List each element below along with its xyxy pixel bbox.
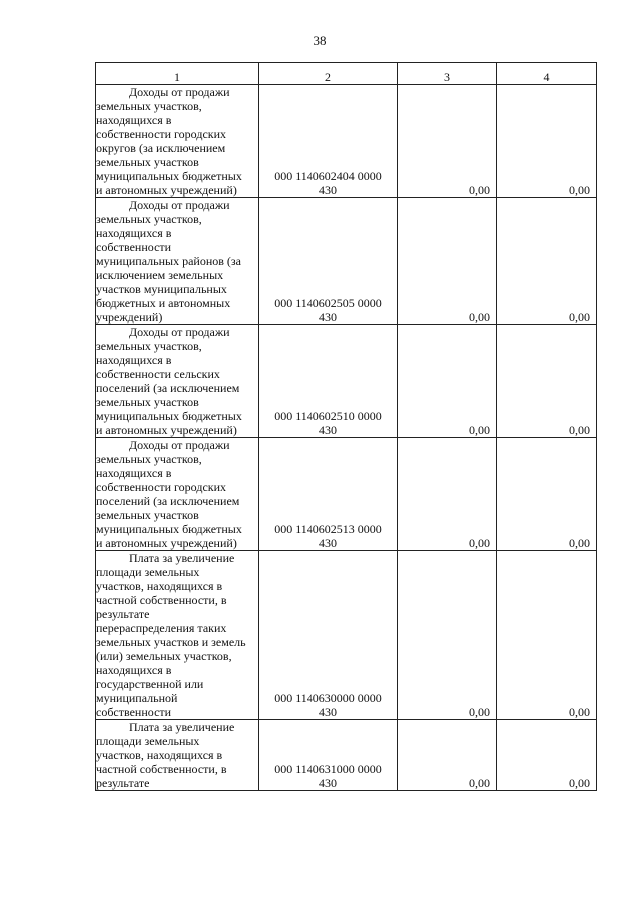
table-row	[96, 85, 597, 198]
description-line: земельных участков	[96, 155, 199, 169]
description-line: площади земельных	[96, 734, 200, 748]
column-header-2: 2	[259, 63, 398, 85]
description-line: участков, находящихся в	[96, 579, 223, 593]
description-line: муниципальных бюджетных	[96, 409, 242, 423]
code-line: 430	[319, 536, 337, 550]
description-line: земельных участков,	[96, 339, 202, 353]
description-line: земельных участков и земель	[96, 635, 246, 649]
description-line: Доходы от продажи	[129, 85, 230, 99]
code-line: 000 1140630000 0000	[274, 691, 382, 705]
budget-code	[259, 85, 398, 198]
description-line: находящихся в	[96, 663, 172, 677]
table-row	[96, 720, 597, 791]
table-row	[96, 551, 597, 720]
budget-code	[259, 438, 398, 551]
description-line: муниципальных бюджетных	[96, 169, 242, 183]
description-line: находящихся в	[96, 353, 172, 367]
code-line: 430	[319, 423, 337, 437]
value-column-4: 0,00	[497, 438, 597, 551]
column-header-3: 3	[398, 63, 497, 85]
description-line: государственной или	[96, 677, 204, 691]
value-column-3: 0,00	[398, 325, 497, 438]
description-line: земельных участков	[96, 395, 199, 409]
table-row	[96, 438, 597, 551]
code-line: 430	[319, 183, 337, 197]
description-line: Плата за увеличение	[129, 551, 235, 565]
code-line: 000 1140602510 0000	[274, 409, 382, 423]
description-line: Доходы от продажи	[129, 325, 230, 339]
value-column-4: 0,00	[497, 85, 597, 198]
description-line: результате	[96, 776, 150, 790]
table-row	[96, 198, 597, 325]
description-line: поселений (за исключением	[96, 381, 240, 395]
column-header-4: 4	[497, 63, 597, 85]
value-column-3: 0,00	[398, 198, 497, 325]
description-line: бюджетных и автономных	[96, 296, 231, 310]
code-line: 430	[319, 310, 337, 324]
description-line: земельных участков,	[96, 99, 202, 113]
description-line: Доходы от продажи	[129, 438, 230, 452]
row-description	[96, 85, 259, 198]
description-line: округов (за исключением	[96, 141, 226, 155]
description-line: муниципальной	[96, 691, 178, 705]
row-description	[96, 720, 259, 791]
description-line: находящихся в	[96, 466, 172, 480]
value-column-4: 0,00	[497, 720, 597, 791]
description-line: частной собственности, в	[96, 762, 227, 776]
description-line: площади земельных	[96, 565, 200, 579]
description-line: находящихся в	[96, 113, 172, 127]
row-description	[96, 438, 259, 551]
header-row	[96, 63, 597, 85]
description-line: земельных участков,	[96, 452, 202, 466]
row-description	[96, 551, 259, 720]
description-line: собственности	[96, 240, 172, 254]
description-line: собственности городских	[96, 480, 227, 494]
budget-code	[259, 198, 398, 325]
description-line: и автономных учреждений)	[96, 536, 237, 550]
page-number: 38	[313, 33, 327, 48]
description-line: частной собственности, в	[96, 593, 227, 607]
value-column-4: 0,00	[497, 551, 597, 720]
column-header-1: 1	[96, 63, 259, 85]
code-line: 000 1140602404 0000	[274, 169, 382, 183]
description-line: собственности	[96, 705, 172, 719]
budget-code	[259, 325, 398, 438]
row-description	[96, 325, 259, 438]
budget-code	[259, 720, 398, 791]
description-line: Доходы от продажи	[129, 198, 230, 212]
description-line: результате	[96, 607, 150, 621]
value-column-4: 0,00	[497, 325, 597, 438]
code-line: 000 1140631000 0000	[274, 762, 382, 776]
row-description	[96, 198, 259, 325]
description-line: муниципальных районов (за	[96, 254, 241, 268]
value-column-3: 0,00	[398, 438, 497, 551]
description-line: перераспределения таких	[96, 621, 227, 635]
description-line: учреждений)	[96, 310, 163, 324]
description-line: и автономных учреждений)	[96, 183, 237, 197]
value-column-4: 0,00	[497, 198, 597, 325]
description-line: участков муниципальных	[96, 282, 227, 296]
value-column-3: 0,00	[398, 85, 497, 198]
description-line: и автономных учреждений)	[96, 423, 237, 437]
description-line: муниципальных бюджетных	[96, 522, 242, 536]
description-line: собственности городских	[96, 127, 227, 141]
description-line: собственности сельских	[96, 367, 220, 381]
budget-code	[259, 551, 398, 720]
description-line: поселений (за исключением	[96, 494, 240, 508]
table-row	[96, 325, 597, 438]
value-column-3: 0,00	[398, 720, 497, 791]
value-column-3: 0,00	[398, 551, 497, 720]
description-line: (или) земельных участков,	[96, 649, 232, 663]
description-line: земельных участков	[96, 508, 199, 522]
description-line: исключением земельных	[96, 268, 224, 282]
code-line: 000 1140602513 0000	[274, 522, 382, 536]
description-line: участков, находящихся в	[96, 748, 223, 762]
description-line: земельных участков,	[96, 212, 202, 226]
revenue-table	[95, 62, 597, 791]
description-line: находящихся в	[96, 226, 172, 240]
code-line: 430	[319, 705, 337, 719]
code-line: 430	[319, 776, 337, 790]
code-line: 000 1140602505 0000	[274, 296, 382, 310]
description-line: Плата за увеличение	[129, 720, 235, 734]
table-body	[96, 85, 597, 791]
